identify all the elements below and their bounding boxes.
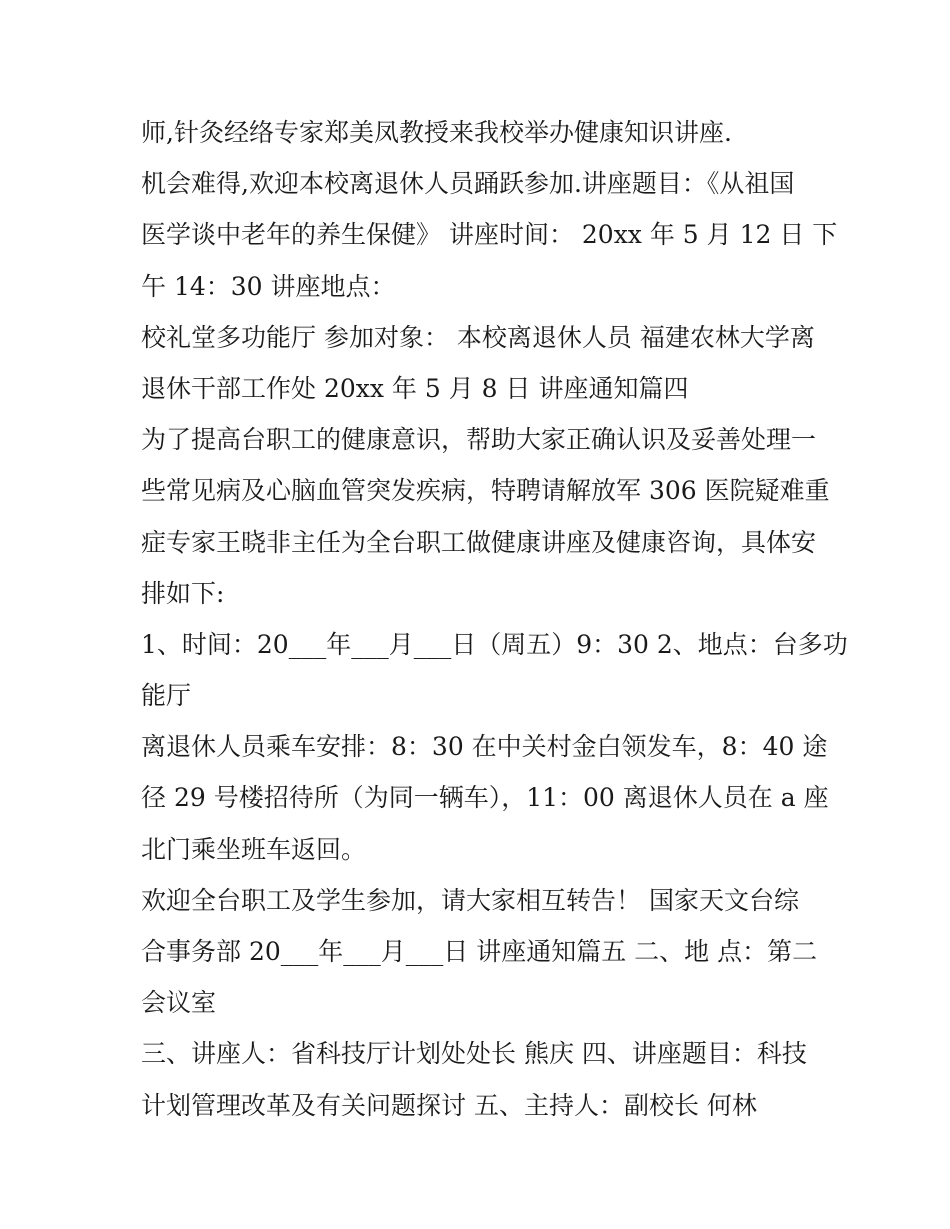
document-body bbox=[141, 107, 848, 1131]
text-line: 为了提高台职工的健康意识，帮助大家正确认识及妥善处理一 bbox=[141, 425, 817, 455]
text-line: 医学谈中老年的养生保健》 讲座时间： 20xx 年 5 月 12 日 下 bbox=[141, 220, 838, 250]
text-line: 能厅 bbox=[141, 681, 192, 711]
text-line: 合事务部 20___年___月___日 讲座通知篇五 二、地 点：第二 bbox=[141, 937, 818, 966]
text-line: 排如下: bbox=[141, 578, 225, 608]
text-line: 径 29 号楼招待所（为同一辆车），11：00 离退休人员在 a 座 bbox=[141, 783, 829, 813]
text-line: 机会难得,欢迎本校离退休人员踊跃参加.讲座题目：《从祖国 bbox=[141, 169, 795, 199]
text-line: 欢迎全台职工及学生参加，请大家相互转告！ 国家天文台综 bbox=[141, 885, 799, 915]
text-line: 退休干部工作处 20xx 年 5 月 8 日 讲座通知篇四 bbox=[141, 373, 689, 403]
text-line: 三、讲座人：省科技厅计划处处长 熊庆 四、讲座题目：科技 bbox=[141, 1039, 807, 1069]
text-line: 离退休人员乘车安排：8：30 在中关村金白领发车，8：40 途 bbox=[141, 732, 828, 762]
text-line: 师,针灸经络专家郑美凤教授来我校举办健康知识讲座. bbox=[141, 118, 732, 147]
text-line: 些常见病及心脑血管突发疾病，特聘请解放军 306 医院疑难重 bbox=[141, 476, 830, 506]
text-line: 计划管理改革及有关问题探讨 五、主持人：副校长 何林 bbox=[141, 1090, 757, 1120]
text-line: 症专家王晓非主任为全台职工做健康讲座及健康咨询，具体安 bbox=[141, 527, 817, 557]
text-line: 校礼堂多功能厅 参加对象： 本校离退休人员 福建农林大学离 bbox=[141, 322, 815, 352]
text-line: 会议室 bbox=[141, 988, 217, 1018]
text-line: 午 14：30 讲座地点： bbox=[141, 271, 396, 301]
text-line: 北门乘坐班车返回。 bbox=[141, 834, 367, 864]
text-line: 1、时间：20___年___月___日（周五）9：30 2、地点：台多功 bbox=[141, 629, 848, 659]
